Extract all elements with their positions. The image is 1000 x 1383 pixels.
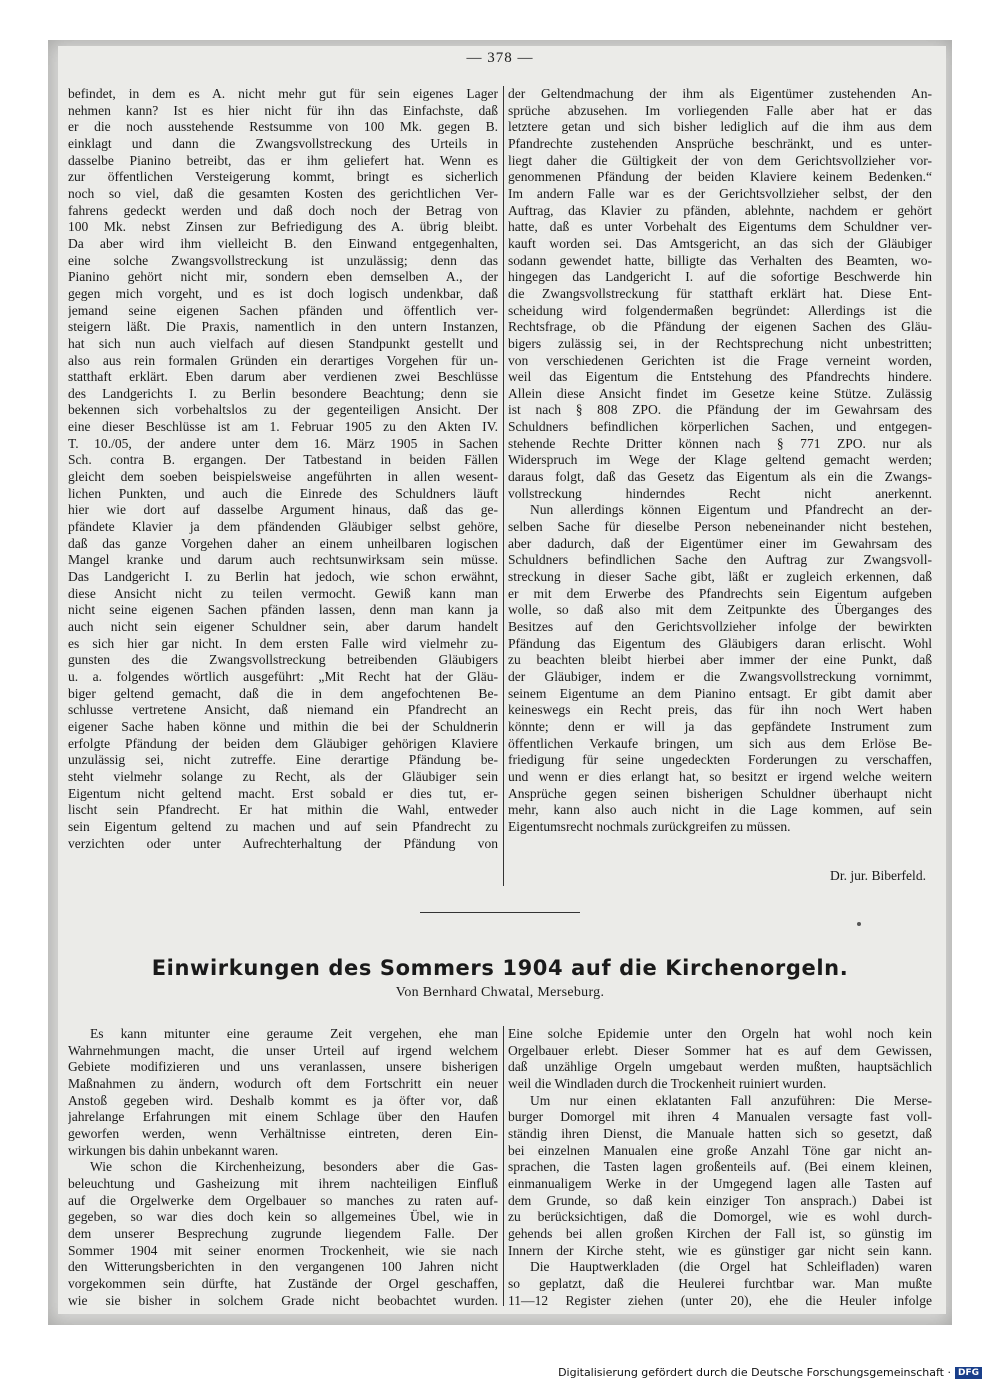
text-line: Rechtsfrage, ob die Pfändung der eigenen Sachen des Gläu- (508, 319, 932, 335)
text-line: nehmen kann? Ist es hier nicht für ihn das Einfachste, daß (68, 102, 498, 118)
text-line: einklagt und dann die Zwangsvollstreckung des Urteils in (68, 135, 498, 151)
text-line: auf die Orgelwerke dem Orgelbauer so manches zu raten auf- (68, 1192, 498, 1208)
text-line: lichen Punkten, und auch die Einrede des Schuldners läuft (68, 485, 498, 501)
footer-text: Digitalisierung gefördert durch die Deutsche Forschungsgemeinschaft · (558, 1366, 951, 1379)
text-line: zu berücksichtigen, daß die Domorgel, wie es wohl durch- (508, 1209, 932, 1225)
text-line: Da aber wird ihm vielleicht B. den Einwand entgegenhalten, (68, 235, 498, 251)
text-line: eigener Sache haben könne und mithin die bei der Schuldnerin (68, 718, 498, 734)
text-line: Anstoß gegeben wird. Deshalb kommt es ja öfter vor, daß (68, 1092, 498, 1108)
text-line: Eigentumsrecht nochmals zurückgreifen zu müssen. (508, 818, 791, 834)
text-line: mehr, kann also auch nicht in die Lage kommen, auf sein (508, 802, 932, 818)
text-line: verzichten oder unter Aufrechterhaltung der Pfändung von (68, 835, 498, 851)
text-line: der Gläubiger, indem er die Zwangsvollstreckung vornimmt, (508, 668, 932, 684)
author-signature: Dr. jur. Biberfeld. (830, 868, 926, 883)
text-line: Sch. contra B. ergangen. Der Tatbestand in beiden Fällen (68, 452, 498, 468)
text-line: kauft worden sei. Das Amtsgericht, an das sich der Gläubiger (508, 235, 932, 251)
text-line: eine solche Zwangsvollstreckung ist unzulässig; denn das (68, 252, 498, 268)
text-line: lischt sein Pfandrecht. Er hat mithin die Wahl, entweder (68, 802, 498, 818)
section-separator (420, 912, 580, 913)
text-line: letztere getan und sich bisher lediglich auf die ihm aus dem (508, 119, 932, 135)
text-line: weil das Eigentum die Entstehung des Pfandrechts hindere. (508, 369, 932, 385)
text-line: des Landgerichts I. zu Berlin besondere Beachtung; denn sie (68, 385, 498, 401)
column-divider-top (503, 86, 504, 886)
text-line: es sich hier gar nicht. In dem ersten Falle wird vielmehr zu- (68, 635, 498, 651)
text-line: Maßnahmen zu ändern, wodurch oft dem Fortschritt ein neuer (68, 1075, 498, 1091)
text-line: daß das ganze Vorgehen daher an einem unheilbaren logischen (68, 535, 498, 551)
text-line: er mit dem Erwerbe des Pfandrechts sein Eigentum aufgeben (508, 585, 932, 601)
text-line: zu beachten bleibt hierbei aber immer der eine Punkt, daß (508, 652, 932, 668)
text-line: vollstreckung hinderndes Recht nicht anerkennt. (508, 485, 932, 501)
text-line: Wahrnehmungen macht, die unser Urteil auf irgend welchem (68, 1042, 498, 1058)
text-line: nicht seine eigenen Sachen pfänden lassen, denn man kann ja (68, 602, 498, 618)
text-line: bigers zulässig sei, in der Rechtsprechung nicht unbestritten; (508, 335, 932, 351)
text-line: die Zwangsvollstreckung für statthaft erklärt hat. Diese Ent- (508, 285, 932, 301)
text-line: sein Eigentum geltend zu machen und auf sein Pfandrecht zu (68, 818, 498, 834)
text-line: beleuchtung und Gasheizung mit ihrem nachteiligen Einfluß (68, 1175, 498, 1191)
text-line: zur öffentlichen Versteigerung kommt, bringt es sicherlich (68, 169, 498, 185)
text-line: streckung in dieser Sache gibt, läßt er zugleich erkennen, daß (508, 569, 932, 585)
text-line: eine dieser Beschlüsse ist am 1. Februar 1905 zu den Akten IV. (68, 419, 498, 435)
text-line: hingegen das Landgericht I. auf die sofortige Beschwerde hin (508, 269, 932, 285)
text-line: Pfändung das Eigentum des Gläubigers daran erlischt. Wohl (508, 635, 932, 651)
text-line: könnte; denn er will ja das gepfändete Instrument zum (508, 718, 932, 734)
text-line: wolle, so daß also mit dem Zeitpunkte des Überganges des (508, 602, 932, 618)
text-line: 11—12 Register ziehen (unter 20), ehe die Heuler infolge (508, 1292, 932, 1308)
text-line: hatte, daß es unter Vorbehalt des Eigentums dem Schuldner ver- (508, 219, 932, 235)
text-line: also aus rein formalen Gründen ein derartiges Vorgehen für un- (68, 352, 498, 368)
text-line: gehends bei allen großen Kirchen der Fall ist, so günstig im (508, 1225, 932, 1241)
text-line: Im andern Falle war es der Gerichtsvollzieher selbst, der den (508, 185, 932, 201)
text-line: dasselbe Pianino betreibt, das er ihm geliefert hat. Wenn es (68, 152, 498, 168)
text-line: Allein diese Ansicht findet im Gesetze keine Stütze. Zulässig (508, 385, 932, 401)
text-line: selben Sache für dieselbe Person nebeneinander nicht bestehen, (508, 519, 932, 535)
text-line: bekennen sich vorbehaltslos zu der gegenteiligen Ansicht. Der (68, 402, 498, 418)
text-line: biger geltend gemacht, daß die in dem angefochtenen Be- (68, 685, 498, 701)
text-line: dem Grunde, so daß kein einziger Ton ansprach.) Dabei ist (508, 1192, 932, 1208)
text-line: jemand seine eigenen Sachen pfänden und öffentlich ver- (68, 302, 498, 318)
text-line: fahrens gedeckt werden und daß doch noch der Betrag von (68, 202, 498, 218)
column-divider-bottom (503, 1026, 504, 1306)
text-line: vorgekommen sein dürfte, hat Zustände der Orgel geschaffen, (68, 1275, 498, 1291)
text-line: Ansprüche gegen seinen bisherigen Schuldner überhaupt nicht (508, 785, 932, 801)
text-line: gegeben, so war dies doch kein so allgemeines Übel, wie in (68, 1209, 498, 1225)
text-line: T. 10./05, der andere unter dem 16. März 1905 in Sachen (68, 435, 498, 451)
text-line: Pfandrechte zustehenden Ansprüche beschränkt, und es unter- (508, 135, 932, 151)
text-line: 100 Mk. nebst Zinsen zur Befriedigung des A. übrig bleibt. (68, 219, 498, 235)
text-line: Mangel kranke und darum auch rechtsunwirksam sein müsse. (68, 552, 498, 568)
text-line: bei einzelnen Manualen eine große Anzahl Töne gar nicht an- (508, 1142, 932, 1158)
text-line: steht vielmehr solange zu Recht, als der Gläubiger sein (68, 768, 498, 784)
text-line: Die Hauptwerkladen (die Orgel hat Schleifladen) waren (530, 1259, 932, 1275)
text-line: geworfen werden, wenn Verhältnisse eintreten, deren Ein- (68, 1125, 498, 1141)
page-number: — 378 — (466, 50, 534, 66)
text-line: öffentlichen Verkaufe bringen, um sich aus dem Erlöse Be- (508, 735, 932, 751)
text-line: Innern der Kirche steht, wie es günstiger gar nicht sein kann. (508, 1242, 932, 1258)
text-line: den Witterungsberichten in den vergangenen 100 Jahren nicht (68, 1259, 498, 1275)
text-line: der Geltendmachung der ihm als Eigentümer zustehenden An- (508, 86, 932, 101)
text-line: ständig ihren Dienst, die Manuale hatten sich so gesetzt, daß (508, 1125, 932, 1141)
text-line: Auftrag, das Klavier zu pfänden, ablehnte, nachdem er gehört (508, 202, 932, 218)
text-line: auch nicht sein eigener Schuldner sein, aber darum handelt (68, 619, 498, 634)
text-line: schlusse vertretene Ansicht, daß niemand ein Pfandrecht an (68, 702, 498, 718)
text-line: jahrelange Erfahrungen mit einem Schlage über den Haufen (68, 1109, 498, 1125)
text-line: sprüche abzusehen. Im vorliegenden Falle aber hat er das (508, 102, 932, 118)
text-line: weil die Windladen durch die Trockenheit ruiniert wurden. (508, 1075, 827, 1091)
column-bottom-right (508, 1026, 932, 1309)
text-line: dem unserer Besprechung zugrunde liegendem Falle. Der (68, 1225, 498, 1241)
text-line: er die noch ausstehende Restsumme von 100 Mk. gegen B. (68, 119, 498, 135)
text-line: einmanualigem Werke in der Umgegend lagen alle Tasten auf (508, 1175, 932, 1191)
text-line: seinem Eigentume an dem Pianino entsagt. Er gibt damit aber (508, 685, 932, 701)
text-line: daß unzählige Orgeln umgebaut werden mußten, hauptsächlich (508, 1059, 932, 1075)
column-top-right (508, 86, 932, 836)
text-line: scheidung wird folgendermaßen begründet: Allerdings ist die (508, 302, 932, 318)
text-line: Sommer 1904 mit seiner enormen Trockenheit, wie sie nach (68, 1242, 498, 1258)
text-line: statthaft erklärt. Eben darum aber verdienen zwei Beschlüsse (68, 369, 498, 385)
text-line: Wie schon die Kirchenheizung, besonders aber die Gas- (90, 1159, 498, 1175)
column-top-left (68, 86, 498, 852)
dfg-footer (558, 1366, 982, 1379)
text-line: befindet, in dem es A. nicht mehr gut für sein eigenes Lager (68, 86, 498, 101)
text-line: sprachen, die Tasten lagen großenteils auf. (Bei einem kleinen, (508, 1159, 932, 1175)
text-line: Widerspruch im Wege der Klage geltend gemacht werden; (508, 452, 932, 468)
text-line: genommenen Pfändung der beiden Klaviere keinem Bedenken.“ (508, 169, 932, 185)
text-line: von verschiedenen Gerichten ist die Frage verneint worden, (508, 352, 932, 368)
text-line: diese Ansicht nicht zu teilen vermocht. Gewiß kann man (68, 585, 498, 601)
text-line: Gebiete modifizieren und uns veranlassen, unsere bisherigen (68, 1059, 498, 1075)
text-line: ist nach § 808 ZPO. die Pfändung der im Gewahrsam des (508, 402, 932, 418)
text-line: noch so viel, daß die gesamten Kosten des gerichtlichen Ver- (68, 185, 498, 201)
text-line: Das Landgericht I. zu Berlin hat jedoch, wie schon erwähnt, (68, 569, 498, 585)
text-line: unzulässig sei, nicht zutreffe. Eine derartige Pfändung be- (68, 752, 498, 768)
text-line: steigern läßt. Die Praxis, namentlich in den untern Instanzen, (68, 319, 498, 335)
text-line: hat sich nun auch vielfach auf diesen Standpunkt gestellt und (68, 335, 498, 351)
text-line: Orgelbauer erlebt. Dieser Sommer hat es auf dem Gewissen, (508, 1042, 932, 1058)
text-line: erfolgte Pfändung der beiden dem Gläubiger gehörigen Klaviere (68, 735, 498, 751)
text-line: Eigentum nicht geltend macht. Erst sobald er dies tut, er- (68, 785, 498, 801)
text-line: u. a. folgendes wörtlich ausgeführt: „Mit Recht hat der Gläu- (68, 668, 498, 684)
text-line: Nun allerdings können Eigentum und Pfandrecht an der- (530, 502, 932, 518)
text-line: gegen mich vorgeht, und es ist doch logisch undenkbar, daß (68, 285, 498, 301)
text-line: keineswegs ein Recht preis, das für ihn noch Wert haben (508, 702, 932, 718)
text-line: wie sie bisher in solchem Grade nicht beobachtet wurden. (68, 1292, 498, 1308)
dfg-logo: DFG (955, 1367, 982, 1379)
text-line: Schuldners befindlichen körperlichen Sachen, und entgegen- (508, 419, 932, 435)
text-line: Es kann mitunter eine geraume Zeit vergehen, ehe man (90, 1026, 498, 1041)
text-line: daraus folgt, daß das Gesetz das Eigentum als ein die Zwangs- (508, 469, 932, 485)
text-line: liegt daher die Gültigkeit der von dem Gerichtsvollzieher vor- (508, 152, 932, 168)
text-line: stehende Rechte Dritter können nach § 771 ZPO. nur als (508, 435, 932, 451)
article-title: Einwirkungen des Sommers 1904 auf die Kirchenorgeln. (151, 956, 849, 980)
text-line: hier wie dort auf dasselbe Argument hinaus, daß das ge- (68, 502, 498, 518)
text-line: Um nur einen eklatanten Fall anzuführen: Die Merse- (530, 1092, 932, 1108)
text-line: so geplatzt, daß die Heulerei furchtbar war. Man mußte (508, 1275, 932, 1291)
text-line: pfändete Klavier ja dem pfändenden Gläubiger selbst gehöre, (68, 519, 498, 535)
text-line: Schuldners befindlichen Sache den Auftrag zur Zwangsvoll- (508, 552, 932, 568)
text-line: und wenn er dies erlangt hat, so besitzt er irgend welche weitern (508, 768, 932, 784)
text-line: friedigung für seine ungedeckten Forderungen zu verschaffen, (508, 752, 932, 768)
text-line: gleicht dem soeben beispielsweise angeführten in allen wesent- (68, 469, 498, 485)
text-line: Eine solche Epidemie unter den Orgeln hat wohl noch kein (508, 1026, 932, 1041)
text-line: sodann gewendet hatte, billigte das Verhalten des Beamten, wo- (508, 252, 932, 268)
signature-wrap (508, 868, 932, 885)
text-line: Pianino gehört nicht mir, sondern eben demselben A., der (68, 269, 498, 285)
ink-speck (857, 922, 861, 926)
article-author: Von Bernhard Chwatal, Merseburg. (395, 985, 605, 1000)
text-line: gunsten des die Zwangsvollstreckung betreibenden Gläubigers (68, 652, 498, 668)
text-line: aber dadurch, daß der Eigentümer einer im Gewahrsam des (508, 535, 932, 551)
text-line: wirkungen bis dahin unbekannt waren. (68, 1142, 279, 1158)
text-line: Besitzes auf den Gerichtsvollzieher infolge der bewirkten (508, 619, 932, 634)
column-bottom-left (68, 1026, 498, 1309)
text-line: burger Domorgel mit ihren 4 Manualen versagte fast voll- (508, 1109, 932, 1125)
